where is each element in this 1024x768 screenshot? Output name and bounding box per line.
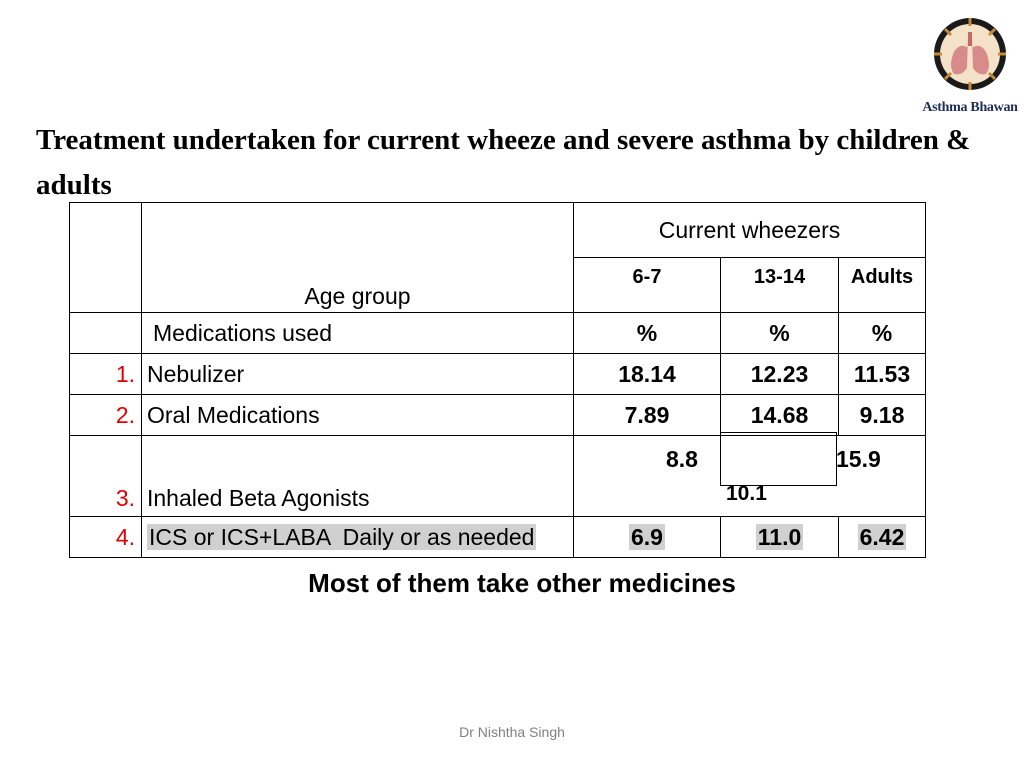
age-col-6-7: 6-7 (574, 258, 721, 313)
value-cell: 14.68 (721, 395, 839, 436)
row-number: 1. (70, 354, 142, 395)
logo-text: Asthma Bhawan (922, 100, 1018, 115)
medications-used-label: Medications used (142, 313, 574, 354)
blank-cell (70, 313, 142, 354)
table-row (70, 517, 926, 558)
summary-note: Most of them take other medicines (308, 568, 736, 598)
row-number: 4. (70, 517, 142, 558)
merged-values-cell (574, 436, 926, 517)
highlighted-value: 6.42 (859, 523, 905, 550)
medication-name: Nebulizer (142, 354, 574, 395)
table-row (70, 436, 926, 517)
units-row (70, 313, 926, 354)
medication-name: Oral Medications (142, 395, 574, 436)
unit-cell: % (839, 313, 926, 354)
age-group-header: Age group (142, 203, 574, 313)
medication-name (142, 517, 574, 558)
value-cell: 9.18 (839, 395, 926, 436)
age-col-13-14: 13-14 (721, 258, 839, 313)
value-cell (839, 517, 926, 558)
author-footer: Dr Nishtha Singh (459, 724, 565, 740)
value-cell: 12.23 (721, 354, 839, 395)
header-row (70, 203, 926, 258)
current-wheezers-header: Current wheezers (574, 203, 926, 258)
unit-cell: % (721, 313, 839, 354)
value-cell: 7.89 (574, 395, 721, 436)
age-col-adults: Adults (839, 258, 926, 313)
table-row (70, 395, 926, 436)
value-cell: 10.1 (726, 482, 767, 505)
row-number: 2. (70, 395, 142, 436)
overlay-box (720, 432, 837, 486)
highlighted-value: 11.0 (757, 523, 802, 550)
value-cell: 11.53 (839, 354, 926, 395)
highlighted-text: ICS or ICS+LABA Daily or as needed (149, 523, 535, 550)
table-row (70, 354, 926, 395)
treatment-table (69, 202, 926, 558)
value-cell (574, 517, 721, 558)
value-cell: 8.8 (666, 446, 698, 472)
highlighted-value: 6.9 (631, 523, 663, 550)
value-cell: 15.9 (836, 446, 881, 472)
slide-title: Treatment undertaken for current wheeze and severe asthma by children & adults (36, 124, 971, 201)
blank-header-cell (70, 203, 142, 313)
medication-name: Inhaled Beta Agonists (142, 436, 574, 517)
value-cell: 18.14 (574, 354, 721, 395)
lungs-emblem-icon (918, 14, 1022, 100)
asthma-bhawan-logo (918, 14, 1022, 122)
unit-cell: % (574, 313, 721, 354)
value-cell (721, 517, 839, 558)
row-number: 3. (70, 436, 142, 517)
